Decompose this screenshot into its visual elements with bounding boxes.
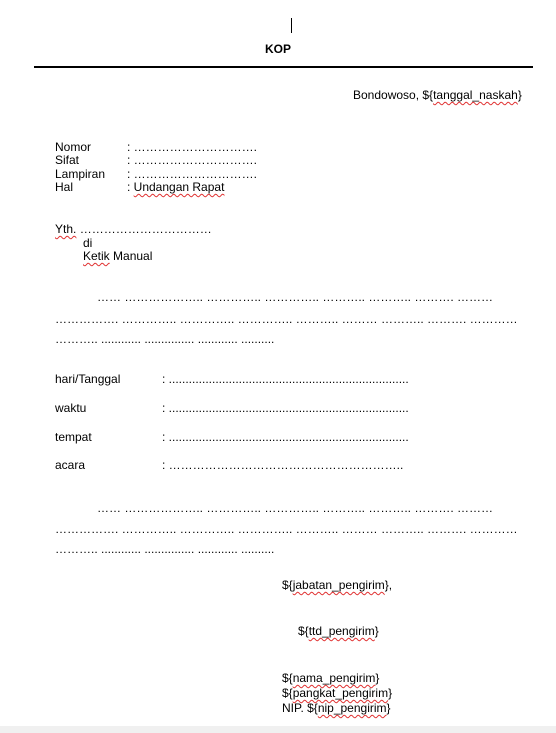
signature-nama-var: nama_pengirim (292, 671, 376, 685)
recipient-dots: …………………………… (76, 222, 212, 236)
signature-pangkat-suffix: } (388, 686, 393, 700)
signature-ttd-suffix: } (374, 624, 379, 638)
recipient-yth-line[interactable] (55, 222, 212, 236)
signature-jabatan-suffix: }, (384, 578, 393, 592)
kop-divider (34, 66, 533, 68)
recipient-di: di (83, 236, 93, 250)
schedule-label-waktu: waktu (55, 401, 87, 415)
paragraph2-line1[interactable]: …… ……………….. ………….. ………….. ……….. ……….. ………. ……… (97, 501, 494, 515)
paragraph1-line3[interactable]: ……….. ............ ............... ............ .......... (55, 332, 275, 346)
meta-value-lampiran[interactable]: : …………………………. (127, 167, 258, 181)
signature-nama-suffix: } (375, 671, 380, 685)
paragraph1-line2[interactable]: ……………. ………….. ………….. ………….. ……….. ……… ……….. ………. ………… (55, 312, 518, 326)
meta-value-hal[interactable] (127, 180, 224, 194)
signature-ttd[interactable] (298, 624, 379, 638)
schedule-value-waktu[interactable]: : ........................................................................ (162, 401, 409, 415)
signature-pangkat-prefix: ${ (282, 686, 293, 700)
signature-jabatan-var: jabatan_pengirim (292, 578, 385, 592)
schedule-label-tempat: tempat (55, 430, 92, 444)
schedule-label-hari: hari/Tanggal (55, 372, 121, 386)
signature-jabatan[interactable] (282, 578, 392, 592)
meta-value-sifat[interactable]: : …………………………. (127, 153, 258, 167)
place-date-prefix: Bondowoso, ${ (353, 88, 434, 102)
recipient-address[interactable] (83, 249, 152, 263)
kop-heading: KOP (264, 42, 291, 56)
paragraph2-line2[interactable]: ……………. ………….. ………….. ………….. ……….. ……… ……….. ………. ………… (55, 522, 518, 536)
text-cursor (291, 18, 292, 33)
signature-pangkat-var: pangkat_pengirim (292, 686, 389, 700)
schedule-label-acara: acara (55, 458, 86, 472)
signature-jabatan-prefix: ${ (282, 578, 293, 592)
meta-label-hal: Hal (55, 180, 74, 194)
meta-label-nomor: Nomor (55, 140, 92, 154)
meta-label-lampiran: Lampiran (55, 167, 106, 181)
recipient-manual: Manual (109, 249, 153, 263)
signature-nama[interactable] (282, 671, 379, 685)
schedule-value-acara[interactable]: : ………………………………………………….. (162, 458, 404, 472)
recipient-yth: Yth. (55, 222, 77, 236)
recipient-ketik: Ketik (83, 249, 110, 263)
place-date-var: tanggal_naskah (433, 88, 518, 102)
page-bottom-edge (0, 726, 556, 733)
signature-ttd-prefix: ${ (298, 624, 309, 638)
signature-nip[interactable] (282, 701, 391, 715)
signature-pangkat[interactable] (282, 686, 392, 700)
meta-value-hal-prefix: : (127, 180, 134, 194)
paragraph1-line1[interactable]: …… ……………….. ………….. ………….. ……….. ……….. ………. ……… (97, 290, 494, 304)
meta-label-sifat: Sifat (55, 153, 80, 167)
signature-nip-var: nip_pengirim (317, 701, 387, 715)
schedule-value-tempat[interactable]: : ........................................................................ (162, 430, 409, 444)
signature-nama-prefix: ${ (282, 671, 293, 685)
paragraph2-line3[interactable]: ……….. ............ ............... ............ .......... (55, 542, 275, 556)
schedule-value-hari[interactable]: : ........................................................................ (162, 372, 409, 386)
signature-nip-prefix: NIP. ${ (282, 701, 318, 715)
place-date-suffix: } (517, 88, 522, 102)
meta-value-nomor[interactable]: : …………………………. (127, 140, 258, 154)
place-date[interactable] (353, 88, 522, 102)
signature-nip-suffix: } (386, 701, 391, 715)
meta-value-hal-text: Undangan Rapat (133, 180, 225, 194)
signature-ttd-var: ttd_pengirim (308, 624, 375, 638)
